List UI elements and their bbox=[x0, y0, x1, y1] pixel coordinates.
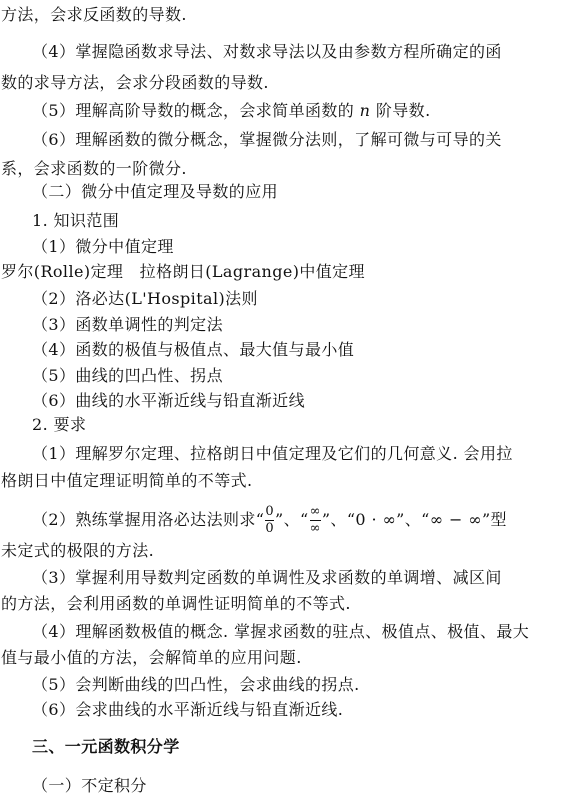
text-line: 的方法，会利用函数的单调性证明简单的不等式. bbox=[1, 594, 351, 613]
fraction-denominator: 0 bbox=[265, 521, 275, 536]
text-line: （2）洛必达(L'Hospital)法则 bbox=[32, 289, 258, 308]
text-line: （6）会求曲线的水平渐近线与铅直渐近线. bbox=[32, 700, 344, 719]
fraction-denominator: ∞ bbox=[309, 521, 321, 536]
fraction-numerator: 0 bbox=[265, 504, 275, 519]
text-line: 值与最小值的方法，会解简单的应用问题. bbox=[1, 648, 302, 667]
text-line: （1）理解罗尔定理、拉格朗日中值定理及它们的几何意义. 会用拉 bbox=[32, 444, 513, 463]
subsection-heading: 1. 知识范围 bbox=[32, 211, 120, 230]
chapter-heading: 三、一元函数积分学 bbox=[32, 737, 180, 756]
section-heading: （一）不定积分 bbox=[32, 776, 147, 795]
fraction-zero-over-zero bbox=[265, 505, 274, 536]
text-line: （5）曲线的凹凸性、拐点 bbox=[32, 366, 223, 385]
fraction-numerator: ∞ bbox=[309, 504, 321, 519]
text-line: （1）微分中值定理 bbox=[32, 237, 174, 256]
text-line-with-fractions bbox=[32, 505, 580, 536]
text-line: 系，会求函数的一阶微分. bbox=[1, 159, 187, 178]
text-line: （4）理解函数极值的概念. 掌握求函数的驻点、极值点、极值、最大 bbox=[32, 622, 530, 641]
text-line: 格朗日中值定理证明简单的不等式. bbox=[1, 471, 253, 490]
text-line: （3）函数单调性的判定法 bbox=[32, 315, 223, 334]
text-line: 方法，会求反函数的导数. bbox=[1, 5, 187, 24]
text-line: （6）曲线的水平渐近线与铅直渐近线 bbox=[32, 391, 305, 410]
text-line: 数的求导方法，会求分段函数的导数. bbox=[1, 73, 269, 92]
text-line: （5）会判断曲线的凹凸性，会求曲线的拐点. bbox=[32, 675, 360, 694]
text-line: （4）掌握隐函数求导法、对数求导法以及由参数方程所确定的函 bbox=[32, 42, 502, 61]
subsection-heading: 2. 要求 bbox=[32, 415, 87, 434]
math-variable: n bbox=[359, 101, 371, 120]
text-segment: （2）熟练掌握用洛必达法则求“ bbox=[32, 510, 265, 529]
section-heading: （二）微分中值定理及导数的应用 bbox=[32, 182, 279, 201]
fraction-infinity-over-infinity bbox=[310, 505, 321, 536]
text-line: 罗尔(Rolle)定理 拉格朗日(Lagrange)中值定理 bbox=[1, 262, 365, 281]
text-segment: 阶导数. bbox=[370, 101, 431, 120]
text-line bbox=[32, 100, 580, 122]
text-segment: （5）理解高阶导数的概念，会求简单函数的 bbox=[32, 101, 360, 120]
text-segment: ”、“ bbox=[275, 510, 309, 529]
text-segment: ”、“0 · ∞”、“∞ − ∞”型 bbox=[321, 510, 507, 529]
text-line: （6）理解函数的微分概念，掌握微分法则，了解可微与可导的关 bbox=[32, 130, 502, 149]
text-line: （4）函数的极值与极值点、最大值与最小值 bbox=[32, 340, 355, 359]
text-line: 未定式的极限的方法. bbox=[1, 541, 155, 560]
text-line: （3）掌握利用导数判定函数的单调性及求函数的单调增、减区间 bbox=[32, 568, 502, 587]
